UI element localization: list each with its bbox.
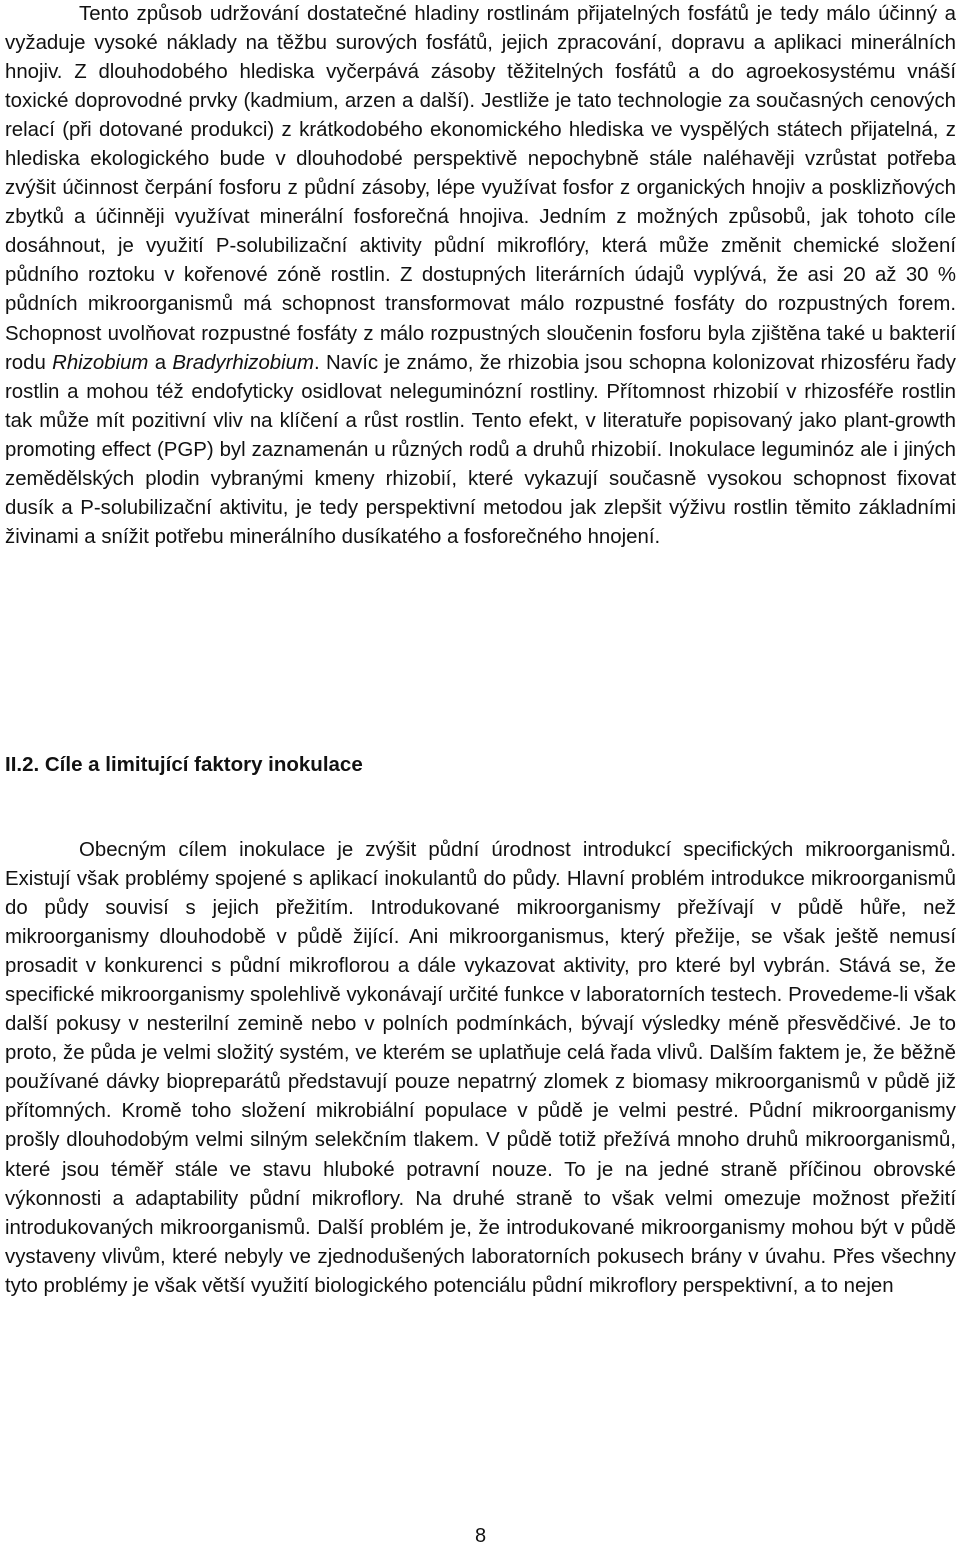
page-number: 8 — [474, 1525, 487, 1547]
genus-name: Rhizobium — [52, 351, 149, 374]
paragraph-text: Tento způsob udržování dostatečné hladiny rostlinám přijatelných fosfátů je tedy málo účinný a vyžaduje vysoké náklady na těžbu surových fosfátů, jejich zpracování, dopravu a aplikaci minerálních hnojiv. Z dlouhodobého hlediska vyčerpává zásoby těžitelných fosfátů a do agroekosystému vnáší toxické doprovodné prvky (kadmium, arzen a další). Jestliže je tato technologie za současných cenových relací (při dotované produkci) z krátkodobého ekonomického hlediska ve vyspělých státech přijatelná, z hlediska ekologického bude v dlouhodobé perspektivě nepochybně stále naléhavěji vzrůstat potřeba zvýšit účinnost čerpání fosforu z půdní zásoby, lépe využívat fosfor z organických hnojiv a posklizňových zbytků a účinněji využívat minerální fosforečná hnojiva. Jedním z možných způsobů, jak tohoto cíle dosáhnout, je využití P-solubilizační aktivity půdní mikroflóry, která může změnit chemické složení půdního roztoku v kořenové zóně rostlin. Z dostupných literárních údajů vyplývá, že asi 20 až 30 % půdních mikroorganismů má schopnost transformovat málo rozpustné fosfáty do rozpustných forem. Schopnost uvolňovat rozpustné fosfáty z málo rozpustných sloučenin fosforu byla zjištěna také u bakterií rodu — [5, 3, 956, 374]
genus-name: Bradyrhizobium — [172, 351, 314, 374]
paragraph-text: a — [148, 351, 173, 374]
paragraph-phosphate-efficiency — [5, 0, 956, 552]
paragraph-inoculation-goals: Obecným cílem inokulace je zvýšit půdní úrodnost introdukcí specifických mikroorganismů. Existují však problémy spojené s aplikací inokulantů do půdy. Hlavní problém introdukce mikroorganismů do půdy souvisí s jejich přežitím. Introdukované mikroorganismy přežívají v půdě hůře, než mikroorganismy dlouhodobě v půdě žijící. Ani mikroorganismus, který přežije, se však ještě nemusí prosadit v konkurenci s půdní mikroflorou a dále vykazovat aktivity, pro které byl vybrán. Stává se, že specifické mikroorganismy spolehlivě vykonávají určité funkce v laboratorních testech. Provedeme-li však další pokusy v nesterilní zemině nebo v polních podmínkách, bývají výsledky méně přesvědčivé. Je to proto, že půda je velmi složitý systém, ve kterém se uplatňuje celá řada vlivů. Dalším faktem je, že běžně používané dávky biopreparátů představují pouze nepatrný zlomek z biomasy mikroorganismů v půdě již přítomných. Kromě toho složení mikrobiální populace v půdě je velmi pestré. Půdní mikroorganismy prošly dlouhodobým velmi silným selekčním tlakem. V půdě totiž přežívá mnoho druhů mikroorganismů, které jsou téměř stále ve stavu hluboké potravní nouze. To je na jedné straně příčinou obrovské výkonnosti a adaptability půdní mikroflory. Na druhé straně to však velmi omezuje možnost přežití introdukovaných mikroorganismů. Další problém je, že introdukované mikroorganismy mohou být v půdě vystaveny vlivům, které nebyly ve zjednodušených laboratorních pokusech brány v úvahu. Přes všechny tyto problémy je však větší využití biologického potenciálu půdní mikroflory perspektivní, a to nejen — [5, 839, 956, 1297]
section-heading: II.2. Cíle a limitující faktory inokulace — [5, 753, 363, 776]
paragraph-text: . Navíc je známo, že rhizobia jsou schopna kolonizovat rhizosféru řady rostlin a mohou též endofyticky osidlovat neleguminózní rostliny. Přítomnost rhizobií v rhizosféře rostlin tak může mít pozitivní vliv na klíčení a růst rostlin. Tento efekt, v literatuře popisovaný jako plant-growth promoting effect (PGP) byl zaznamenán u různých rodů a druhů rhizobií. Inokulace leguminóz ale i jiných zemědělských plodin vybranými kmeny rhizobií, které vykazují současně vysokou schopnost fixovat dusík a P-solubilizační aktivitu, je tedy perspektivní metodou jak zlepšit výživu rostlin těmito základními živinami a snížit potřebu minerálního dusíkatého a fosforečného hnojení. — [5, 351, 956, 548]
